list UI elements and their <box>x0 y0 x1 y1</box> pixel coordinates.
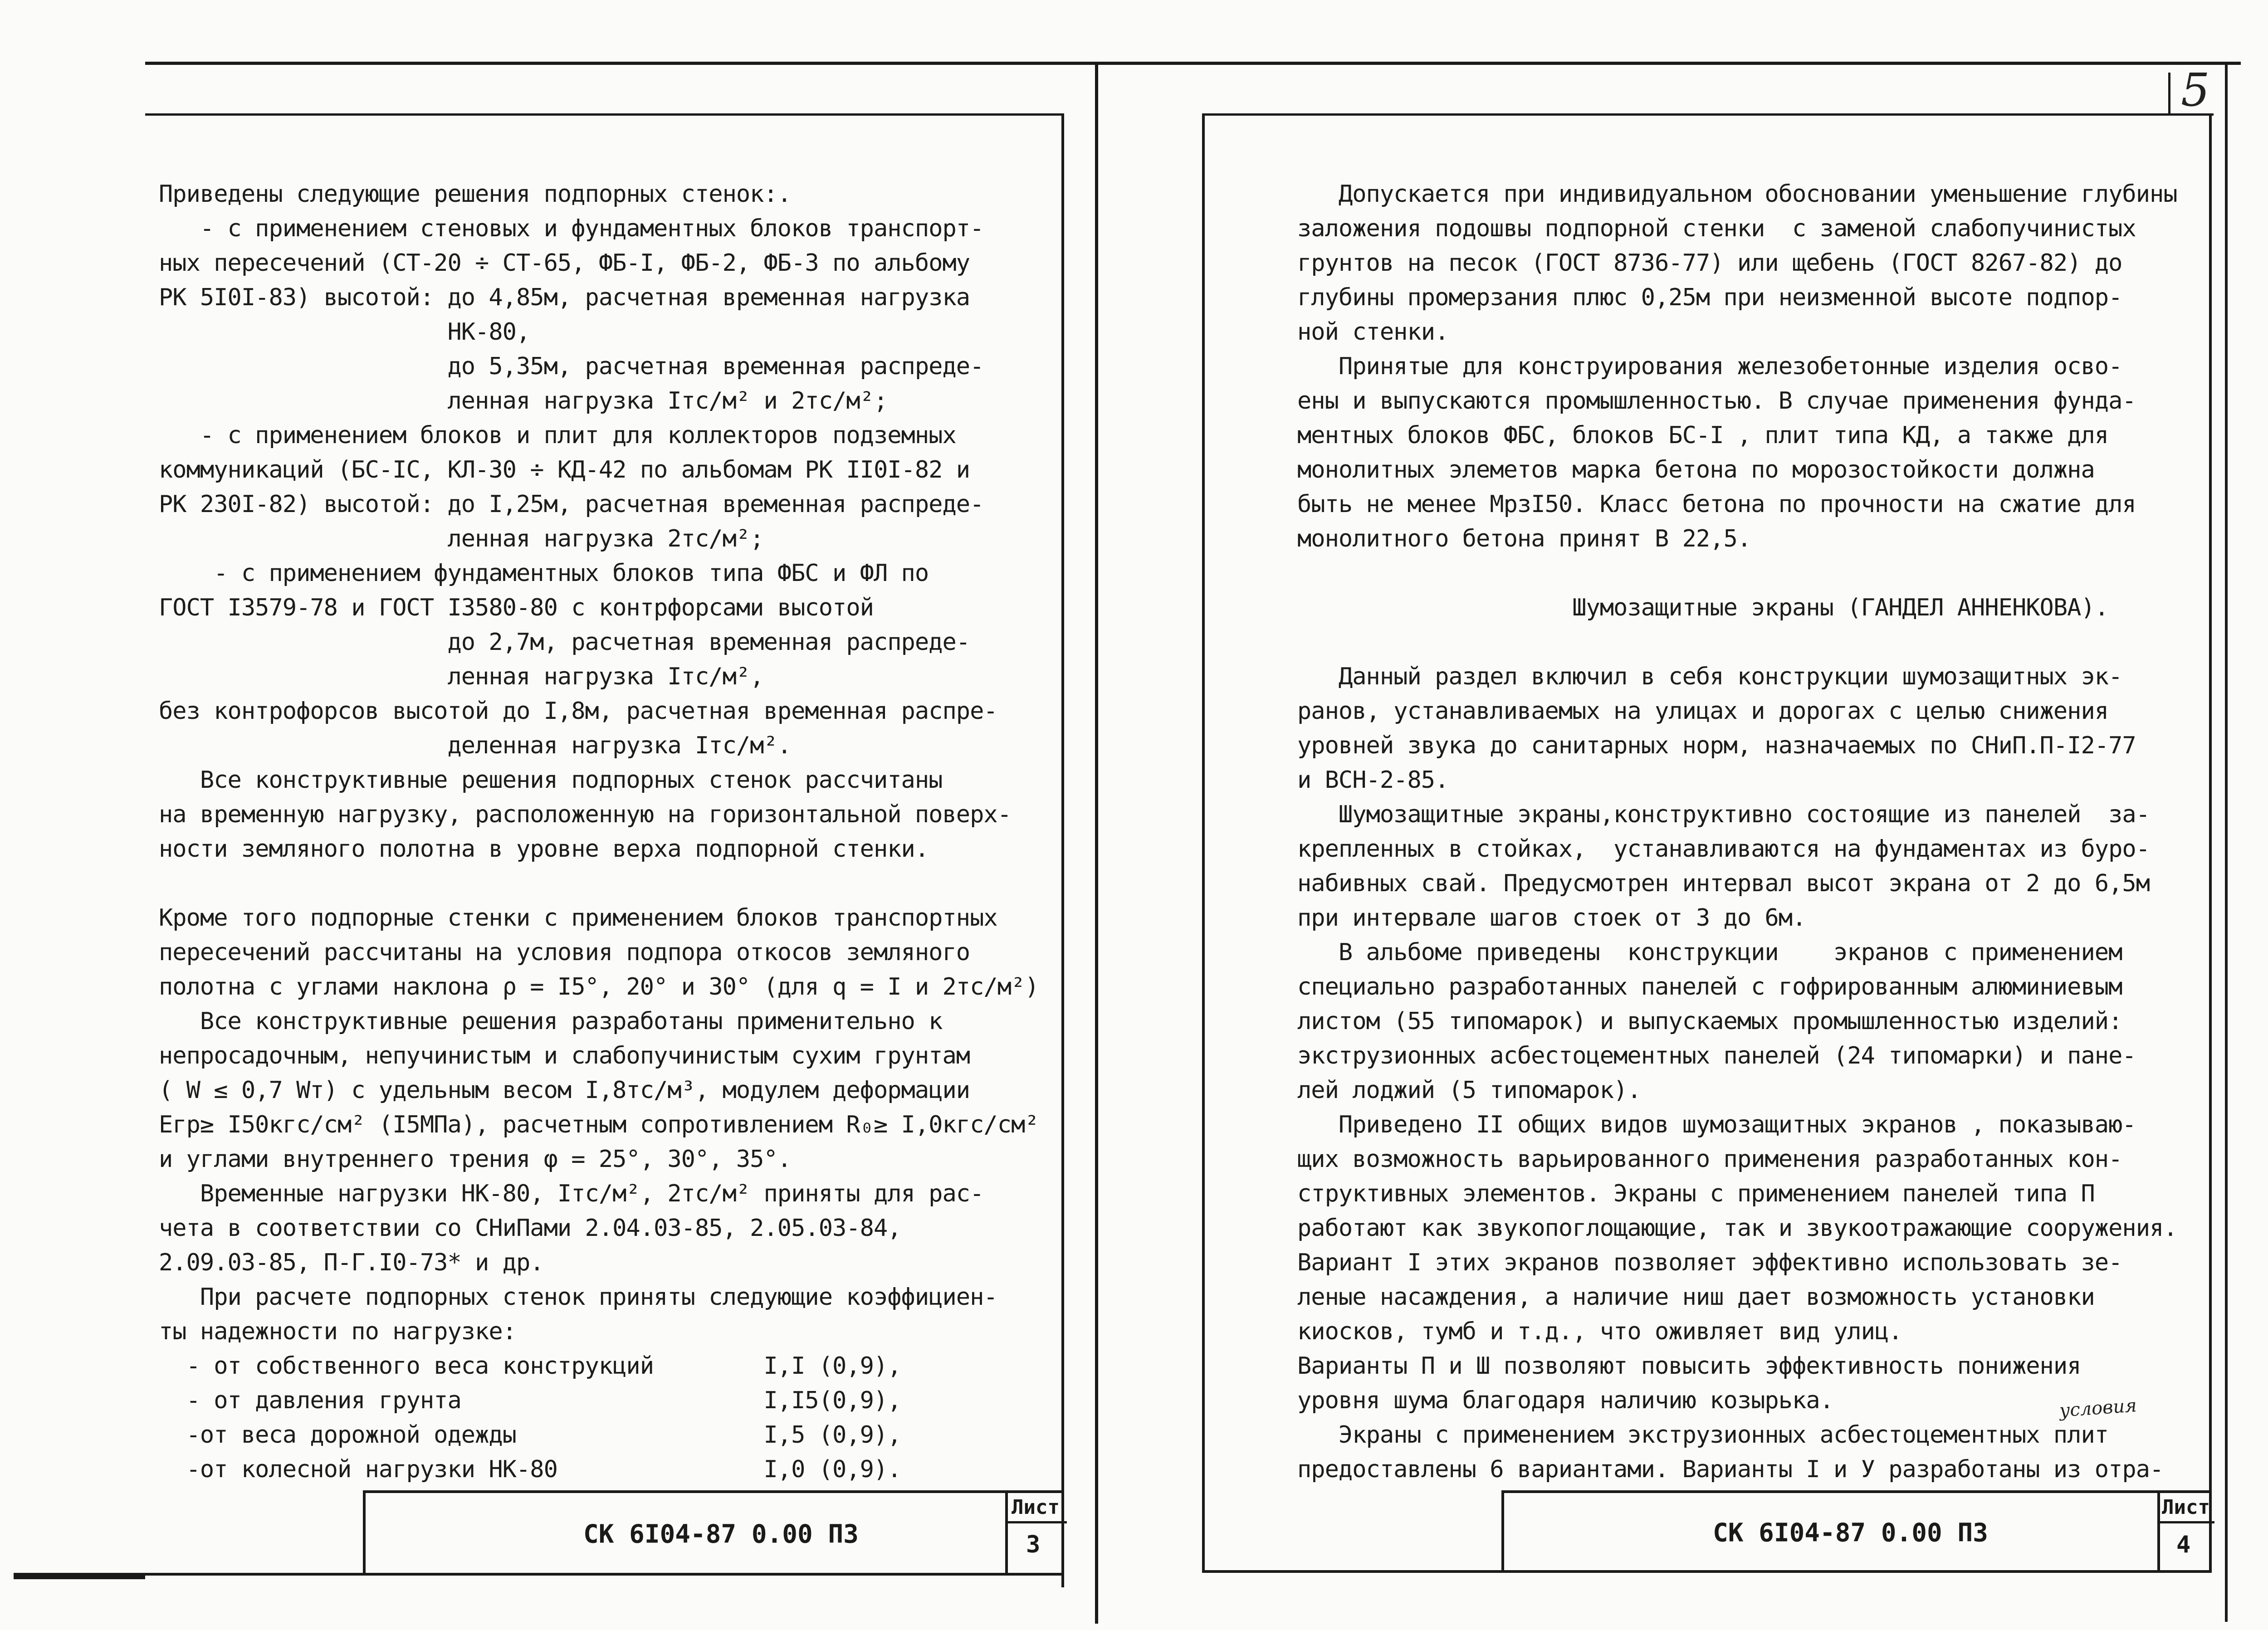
text-line: Шумозащитные экраны,конструктивно состоящие из панелей за- <box>1297 801 2150 828</box>
text-line: полотна с углами наклона ρ = I5°, 20° и 30° (для q = I и 2тс/м²) <box>159 973 1039 1000</box>
page-number-corner: 5 <box>2181 63 2210 117</box>
text-line: и углами внутреннего трения φ = 25°, 30°, 35°. <box>159 1146 792 1173</box>
text-line: Все конструктивные решения подпорных стенок рассчитаны <box>159 766 943 794</box>
text-line: Eгр≥ I50кгс/см² (I5МПа), расчетным сопротивлением R₀≥ I,0кгс/см² <box>159 1111 1039 1138</box>
right-document-code: СК 6I04-87 0.00 ПЗ <box>1713 1518 1988 1548</box>
text-line: РК 230I-82) высотой: до I,25м, расчетная временная распреде- <box>159 491 984 518</box>
text-line: ленная нагрузка 2тс/м²; <box>159 525 764 552</box>
text-line: при интервале шагов стоек от 3 до 6м. <box>1297 904 1806 932</box>
text-line: набивных свай. Предусмотрен интервал высот экрана от 2 до 6,5м <box>1297 870 2150 897</box>
right-page-left-border <box>1202 113 1205 1573</box>
text-line: ( W ≤ 0,7 Wт) с удельным весом I,8тс/м³, модулем деформации <box>159 1077 970 1104</box>
text-line: ГОСТ I3579-78 и ГОСТ I3580-80 с контрфорсами высотой <box>159 594 874 621</box>
left-document-code: СК 6I04-87 0.00 ПЗ <box>583 1519 859 1549</box>
text-line: коммуникаций (БС-IС, КЛ-30 ÷ КД-42 по альбомам РК II0I-82 и <box>159 456 970 483</box>
text-line: ментных блоков ФБС, блоков БС-I , плит типа КД, а также для <box>1297 422 2109 449</box>
text-line: экструзионных асбестоцементных панелей (24 типомарки) и пане- <box>1297 1042 2136 1069</box>
text-line: глубины промерзания плюс 0,25м при неизменной высоте подпор- <box>1297 284 2122 311</box>
center-fold-line <box>1095 63 1098 1624</box>
text-line: быть не менее МрзI50. Класс бетона по прочности на сжатие для <box>1297 491 2136 518</box>
left-title-block <box>363 1490 1064 1576</box>
text-line: Приведено II общих видов шумозащитных экранов , показываю- <box>1297 1111 2136 1138</box>
text-line: ленная нагрузка Iтс/м², <box>159 663 764 690</box>
text-line: ленная нагрузка Iтс/м² и 2тс/м²; <box>159 387 888 415</box>
text-line: без контрофорсов высотой до I,8м, расчетная временная распре- <box>159 698 997 725</box>
handwritten-note: условия <box>2058 1395 2138 1421</box>
text-line: Варианты П и Ш позволяют повысить эффективность понижения <box>1297 1352 2081 1380</box>
text-line: Шумозащитные экраны (ГАНДЕЛ АННЕНКОВА). <box>1297 594 2109 621</box>
right-page-top-border <box>1205 113 2214 116</box>
text-line: листом (55 типомарок) и выпускаемых промышленностью изделий: <box>1297 1008 2122 1035</box>
text-line: - от собственного веса конструкций I,I (0,9), <box>159 1352 901 1380</box>
text-line: -от колесной нагрузки НК-80 I,0 (0,9). <box>159 1456 901 1483</box>
text-line: Вариант I этих экранов позволяет эффективно использовать зе- <box>1297 1249 2122 1276</box>
text-line: монолитных элеметов марка бетона по морозостойкости должна <box>1297 456 2095 483</box>
right-sheet-box <box>2157 1493 2214 1573</box>
right-edge-line <box>2225 62 2228 1622</box>
text-line <box>1297 625 2177 659</box>
text-line: и ВСН-2-85. <box>1297 766 1449 794</box>
left-page-text <box>159 177 1039 1487</box>
left-scan-shadow <box>14 1573 145 1579</box>
text-line: непросадочным, непучинистым и слабопучинистым сухим грунтам <box>159 1042 970 1069</box>
text-line: пересечений рассчитаны на условия подпора откосов земляного <box>159 939 970 966</box>
text-line: Допускается при индивидуальном обосновании уменьшение глубины <box>1297 181 2177 208</box>
text-line: монолитного бетона принят В 22,5. <box>1297 525 1751 552</box>
text-line: Принятые для конструирования железобетонные изделия осво- <box>1297 353 2122 380</box>
text-line: - с применением стеновых и фундаментных блоков транспорт- <box>159 215 984 242</box>
text-line: РК 5I0I-83) высотой: до 4,85м, расчетная временная нагрузка <box>159 284 970 311</box>
text-line: уровней звука до санитарных норм, назначаемых по СНиП.П-I2-77 <box>1297 732 2136 759</box>
text-line: щих возможность варьированного применения разработанных кон- <box>1297 1146 2122 1173</box>
top-rule <box>145 62 2241 65</box>
text-line <box>159 866 1039 901</box>
text-line: - с применением блоков и плит для коллекторов подземных <box>159 422 956 449</box>
right-title-block <box>1501 1490 2212 1573</box>
text-line: грунтов на песок (ГОСТ 8736-77) или щебень (ГОСТ 8267-82) до <box>1297 249 2122 277</box>
text-line: заложения подошвы подпорной стенки с заменой слабопучинистых <box>1297 215 2136 242</box>
text-line: -от веса дорожной одежды I,5 (0,9), <box>159 1421 901 1449</box>
text-line: уровня шума благодаря наличию козырька. <box>1297 1387 1833 1414</box>
text-line: предоставлены 6 вариантами. Варианты I и У разработаны из отра- <box>1297 1456 2164 1483</box>
text-line: Экраны с применением экструзионных асбестоцементных плит <box>1297 1421 2109 1449</box>
right-sheet-label: Лист <box>2162 1496 2210 1519</box>
left-page-right-border <box>1061 113 1064 1587</box>
text-line: - с применением фундаментных блоков типа ФБС и ФЛ по <box>159 560 929 587</box>
corner-tick <box>2168 73 2170 113</box>
text-line: Приведены следующие решения подпорных стенок:. <box>159 181 792 208</box>
left-sheet-label: Лист <box>1012 1496 1060 1519</box>
text-line: Все конструктивные решения разработаны применительно к <box>159 1008 943 1035</box>
text-line: При расчете подпорных стенок приняты следующие коэффициен- <box>159 1284 997 1311</box>
text-line: до 2,7м, расчетная временная распреде- <box>159 629 970 656</box>
left-sheet-number: 3 <box>1026 1531 1041 1558</box>
right-page-right-border <box>2209 113 2212 1573</box>
text-line: лей лоджий (5 типомарок). <box>1297 1077 1641 1104</box>
text-line: ты надежности по нагрузке: <box>159 1318 516 1345</box>
text-line: киосков, тумб и т.д., что оживляет вид улиц. <box>1297 1318 1902 1345</box>
text-line: 2.09.03-85, П-Г.I0-73* и др. <box>159 1249 544 1276</box>
text-line: Временные нагрузки НК-80, Iтс/м², 2тс/м² приняты для рас- <box>159 1180 984 1207</box>
text-line: Кроме того подпорные стенки с применением блоков транспортных <box>159 904 997 932</box>
text-line: ных пересечений (СТ-20 ÷ СТ-65, ФБ-I, ФБ-2, ФБ-3 по альбому <box>159 249 970 277</box>
text-line: леные насаждения, а наличие ниш дает возможность установки <box>1297 1284 2095 1311</box>
right-page-text <box>1297 177 2177 1487</box>
text-line <box>1297 556 2177 591</box>
text-line: ной стенки. <box>1297 318 1449 346</box>
text-line: деленная нагрузка Iтс/м². <box>159 732 792 759</box>
text-line: ранов, устанавливаемых на улицах и дорогах с целью снижения <box>1297 698 2109 725</box>
left-sheet-box <box>1005 1493 1067 1576</box>
text-line: ены и выпускаются промышленностью. В случае применения фунда- <box>1297 387 2136 415</box>
text-line: ности земляного полотна в уровне верха подпорной стенки. <box>159 835 929 863</box>
text-line: НК-80, <box>159 318 530 346</box>
text-line: структивных элементов. Экраны с применением панелей типа П <box>1297 1180 2095 1207</box>
text-line: на временную нагрузку, расположенную на горизонтальной поверх- <box>159 801 1012 828</box>
text-line: Данный раздел включил в себя конструкции шумозащитных эк- <box>1297 663 2122 690</box>
right-sheet-number: 4 <box>2176 1531 2191 1558</box>
text-line: чета в соответствии со СНиПами 2.04.03-85, 2.05.03-84, <box>159 1215 901 1242</box>
text-line: до 5,35м, расчетная временная распреде- <box>159 353 984 380</box>
text-line: работают как звукопоглощающие, так и звукоотражающие сооружения. <box>1297 1215 2177 1242</box>
left-page-top-border <box>145 113 1061 116</box>
text-line: специально разработанных панелей с гофрированным алюминиевым <box>1297 973 2122 1000</box>
text-line: - от давления грунта I,I5(0,9), <box>159 1387 901 1414</box>
text-line: В альбоме приведены конструкции экранов с применением <box>1297 939 2122 966</box>
text-line: крепленных в стойках, устанавливаются на фундаментах из буро- <box>1297 835 2150 863</box>
